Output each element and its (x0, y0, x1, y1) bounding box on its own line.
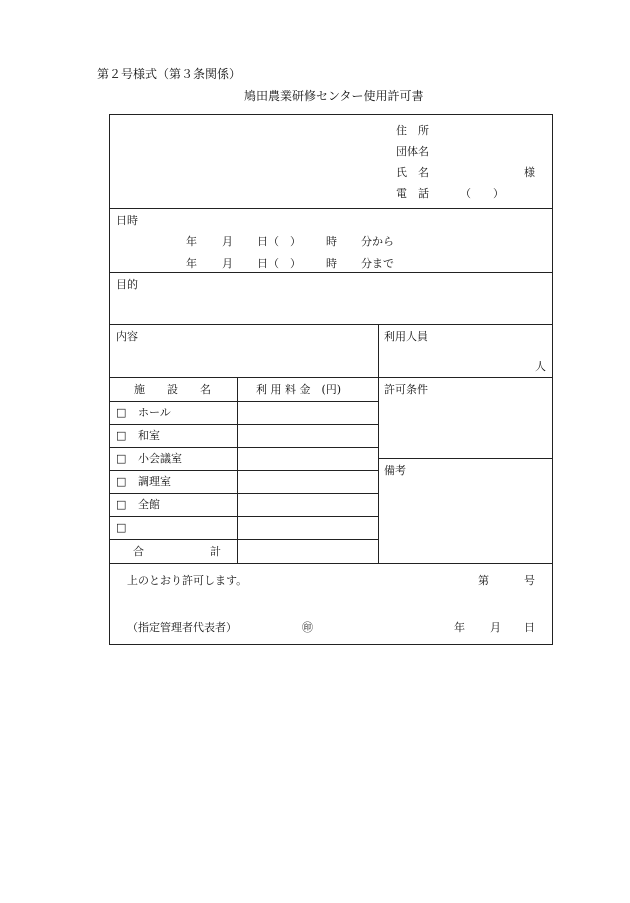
attendees-label: 利用人員 (384, 330, 428, 343)
issue-month: 月 (490, 621, 501, 634)
small-meeting-room-checkbox[interactable]: □ (116, 452, 127, 465)
honorific-label: 様 (524, 166, 535, 179)
facility-name-header: 施 設 名 (134, 383, 211, 396)
attendees-unit: 人 (535, 360, 546, 373)
usage-fee-header: 利 用 料 金 (円) (256, 383, 342, 396)
issue-day: 日 (524, 621, 535, 634)
facility-row-cooking-room (110, 470, 238, 493)
designated-manager-label: （指定管理者代表者） (127, 621, 237, 634)
start-day: 日（ ） (257, 235, 301, 248)
facility-row-small-meeting-room (110, 447, 238, 470)
datetime-label: 日時 (116, 214, 138, 227)
hall-label: ホール (138, 406, 171, 419)
end-month: 月 (222, 257, 233, 270)
cooking-room-checkbox[interactable]: □ (116, 475, 127, 488)
content-label: 内容 (116, 330, 138, 343)
cooking-room-label: 調理室 (138, 475, 171, 488)
total-label: 合 計 (133, 545, 221, 558)
group-name-label: 団体名 (396, 145, 429, 158)
issue-year: 年 (454, 621, 465, 634)
start-hour: 時 (326, 235, 337, 248)
phone-label: 電 話 (396, 187, 429, 200)
facility-row-entire-building (110, 493, 238, 516)
small-meeting-room-label: 小会議室 (138, 452, 182, 465)
permit-conditions-label: 許可条件 (384, 383, 428, 396)
facility-row-japanese-room (110, 424, 238, 447)
entire-building-checkbox[interactable]: □ (116, 498, 127, 511)
phone-parentheses: （ ） (460, 187, 504, 200)
end-day: 日（ ） (257, 257, 301, 270)
purpose-label: 目的 (116, 278, 138, 291)
end-year: 年 (186, 257, 197, 270)
permit-statement: 上のとおり許可します。 (127, 574, 248, 587)
address-label: 住 所 (396, 124, 429, 137)
permit-number-suffix: 号 (524, 574, 535, 587)
name-label: 氏 名 (396, 166, 429, 179)
hall-checkbox[interactable]: □ (116, 406, 127, 419)
permit-form (109, 114, 553, 645)
start-month: 月 (222, 235, 233, 248)
remarks-label: 備考 (384, 464, 406, 477)
facility-row-other (110, 516, 238, 539)
permit-number-prefix: 第 (478, 574, 489, 587)
start-year: 年 (186, 235, 197, 248)
end-hour: 時 (326, 257, 337, 270)
form-number: 第２号様式（第３条関係） (97, 67, 242, 81)
seal-mark: ㊞ (302, 621, 313, 634)
start-minute: 分から (361, 235, 394, 248)
document-title: 鳩田農業研修センター使用許可書 (244, 89, 424, 103)
facility-row-hall (110, 401, 238, 424)
other-checkbox[interactable]: □ (116, 521, 127, 534)
entire-building-label: 全館 (138, 498, 160, 511)
japanese-room-label: 和室 (138, 429, 160, 442)
japanese-room-checkbox[interactable]: □ (116, 429, 127, 442)
end-minute: 分まで (361, 257, 394, 270)
